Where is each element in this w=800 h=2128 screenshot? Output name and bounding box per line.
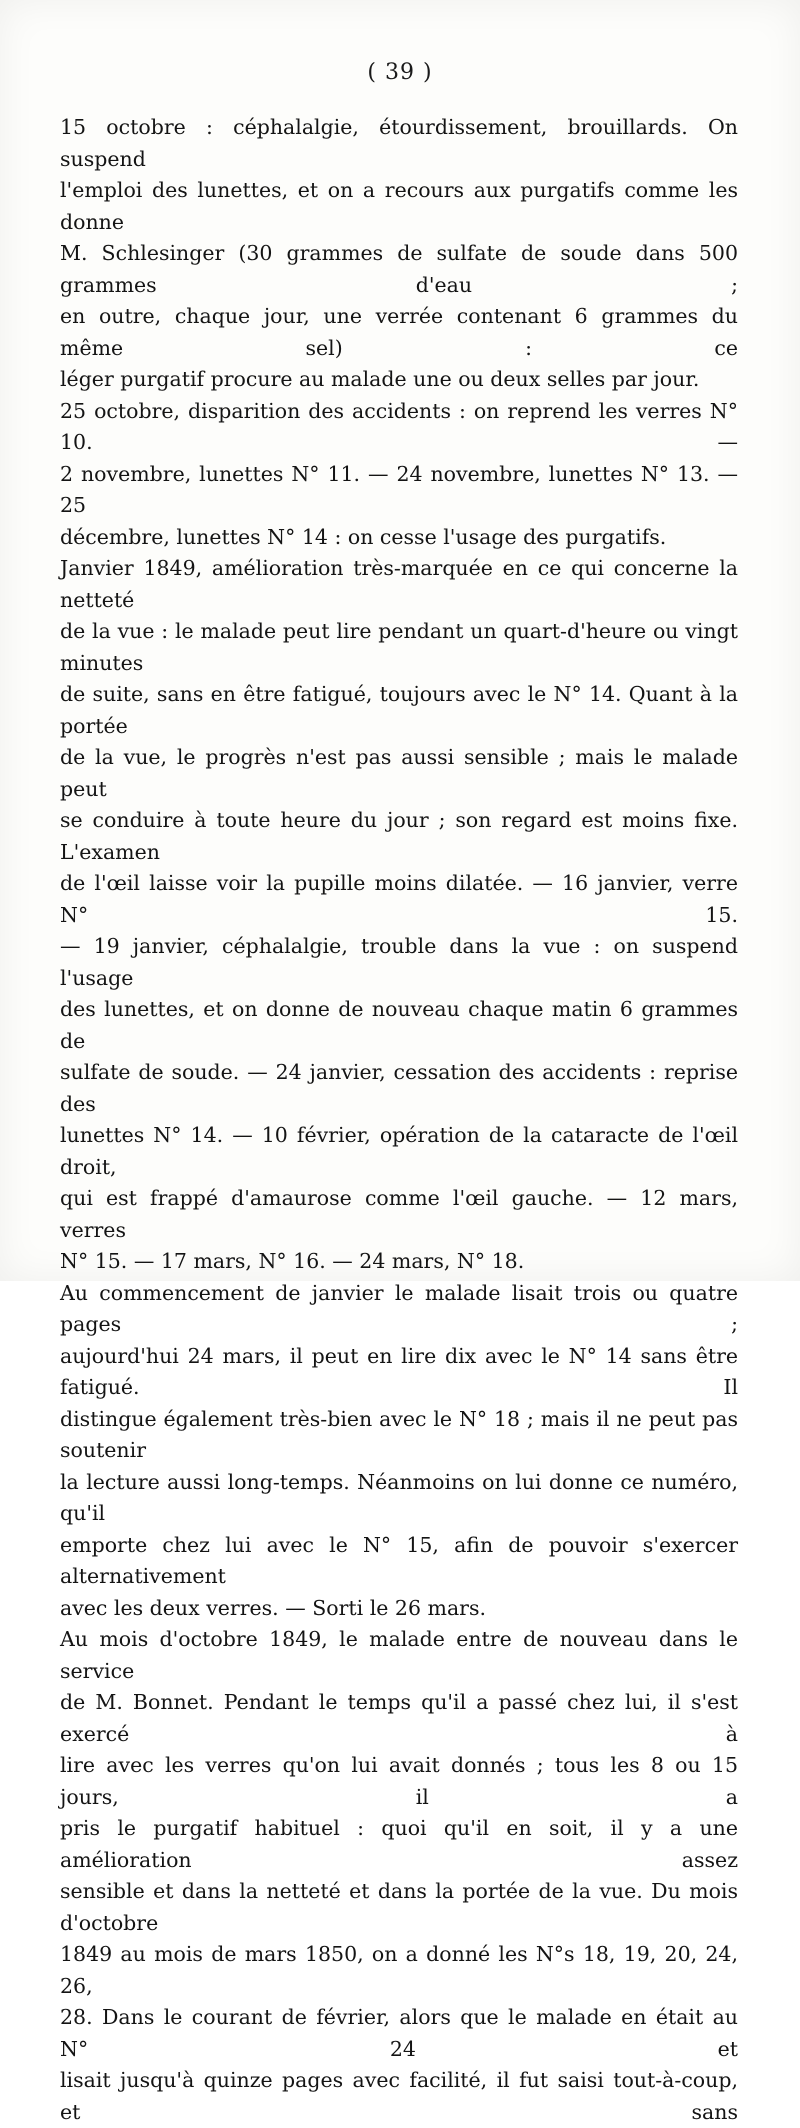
text-line: en outre, chaque jour, une verrée contenant 6 grammes du même sel) : ce bbox=[60, 304, 738, 360]
text-line: des lunettes, et on donne de nouveau chaque matin 6 grammes de bbox=[60, 997, 738, 1053]
body-text bbox=[60, 112, 738, 2128]
text-line: Au commencement de janvier le malade lisait trois ou quatre pages ; bbox=[60, 1280, 738, 1336]
text-line: l'emploi des lunettes, et on a recours aux purgatifs comme les donne bbox=[60, 178, 738, 234]
text-line: Janvier 1849, amélioration très-marquée en ce qui concerne la netteté bbox=[60, 556, 738, 612]
text-line: léger purgatif procure au malade une ou deux selles par jour. bbox=[60, 367, 700, 391]
text-line: lunettes N° 14. — 10 février, opération de la cataracte de l'œil droit, bbox=[60, 1123, 738, 1179]
text-line: pris le purgatif habituel : quoi qu'il en soit, il y a une amélioration assez bbox=[60, 1816, 738, 1872]
text-line: sensible et dans la netteté et dans la portée de la vue. Du mois d'octobre bbox=[60, 1879, 738, 1935]
text-line: Au mois d'octobre 1849, le malade entre de nouveau dans le service bbox=[60, 1627, 738, 1683]
text-line: lire avec les verres qu'on lui avait donnés ; tous les 8 ou 15 jours, il a bbox=[60, 1753, 738, 1809]
text-line: 1849 au mois de mars 1850, on a donné les N°s 18, 19, 20, 24, 26, bbox=[60, 1942, 738, 1998]
text-line: distingue également très-bien avec le N° 18 ; mais il ne peut pas soutenir bbox=[60, 1406, 738, 1462]
text-line: M. Schlesinger (30 grammes de sulfate de soude dans 500 grammes d'eau ; bbox=[60, 241, 738, 297]
text-line: qui est frappé d'amaurose comme l'œil gauche. — 12 mars, verres bbox=[60, 1186, 738, 1242]
text-line: 2 novembre, lunettes N° 11. — 24 novembre, lunettes N° 13. — 25 bbox=[60, 461, 738, 517]
text-line: 15 octobre : céphalalgie, étourdissement, brouillards. On suspend bbox=[60, 115, 738, 171]
page-number: ( 39 ) bbox=[367, 60, 433, 85]
text-line: 25 octobre, disparition des accidents : on reprend les verres N° 10. — bbox=[60, 398, 738, 454]
text-line: la lecture aussi long-temps. Néanmoins on lui donne ce numéro, qu'il bbox=[60, 1469, 738, 1525]
text-line: avec les deux verres. — Sorti le 26 mars. bbox=[60, 1595, 487, 1620]
text-line: décembre, lunettes N° 14 : on cesse l'usage des purgatifs. bbox=[60, 524, 667, 549]
text-line: de la vue, le progrès n'est pas aussi sensible ; mais le malade peut bbox=[60, 745, 738, 801]
text-line: de la vue : le malade peut lire pendant un quart-d'heure ou vingt minutes bbox=[60, 619, 738, 675]
text-line: 28. Dans le courant de février, alors que le malade en était au N° 24 et bbox=[60, 2005, 738, 2061]
text-line: lisait jusqu'à quinze pages avec facilité, il fut saisi tout-à-coup, et sans bbox=[60, 2068, 738, 2124]
text-line: de l'œil laisse voir la pupille moins dilatée. — 16 janvier, verre N° 15. bbox=[60, 871, 738, 927]
text-line: N° 15. — 17 mars, N° 16. — 24 mars, N° 18. bbox=[60, 1249, 525, 1273]
text-line: de suite, sans en être fatigué, toujours avec le N° 14. Quant à la portée bbox=[60, 682, 738, 738]
text-line: de M. Bonnet. Pendant le temps qu'il a passé chez lui, il s'est exercé à bbox=[60, 1690, 738, 1746]
text-line: — 19 janvier, céphalalgie, trouble dans la vue : on suspend l'usage bbox=[60, 934, 738, 990]
text-line: aujourd'hui 24 mars, il peut en lire dix avec le N° 14 sans être fatigué. Il bbox=[60, 1343, 738, 1399]
text-line: se conduire à toute heure du jour ; son regard est moins fixe. L'examen bbox=[60, 808, 738, 864]
text-line: sulfate de soude. — 24 janvier, cessation des accidents : reprise des bbox=[60, 1060, 738, 1116]
text-line: emporte chez lui avec le N° 15, afin de pouvoir s'exercer alternativement bbox=[60, 1532, 738, 1588]
